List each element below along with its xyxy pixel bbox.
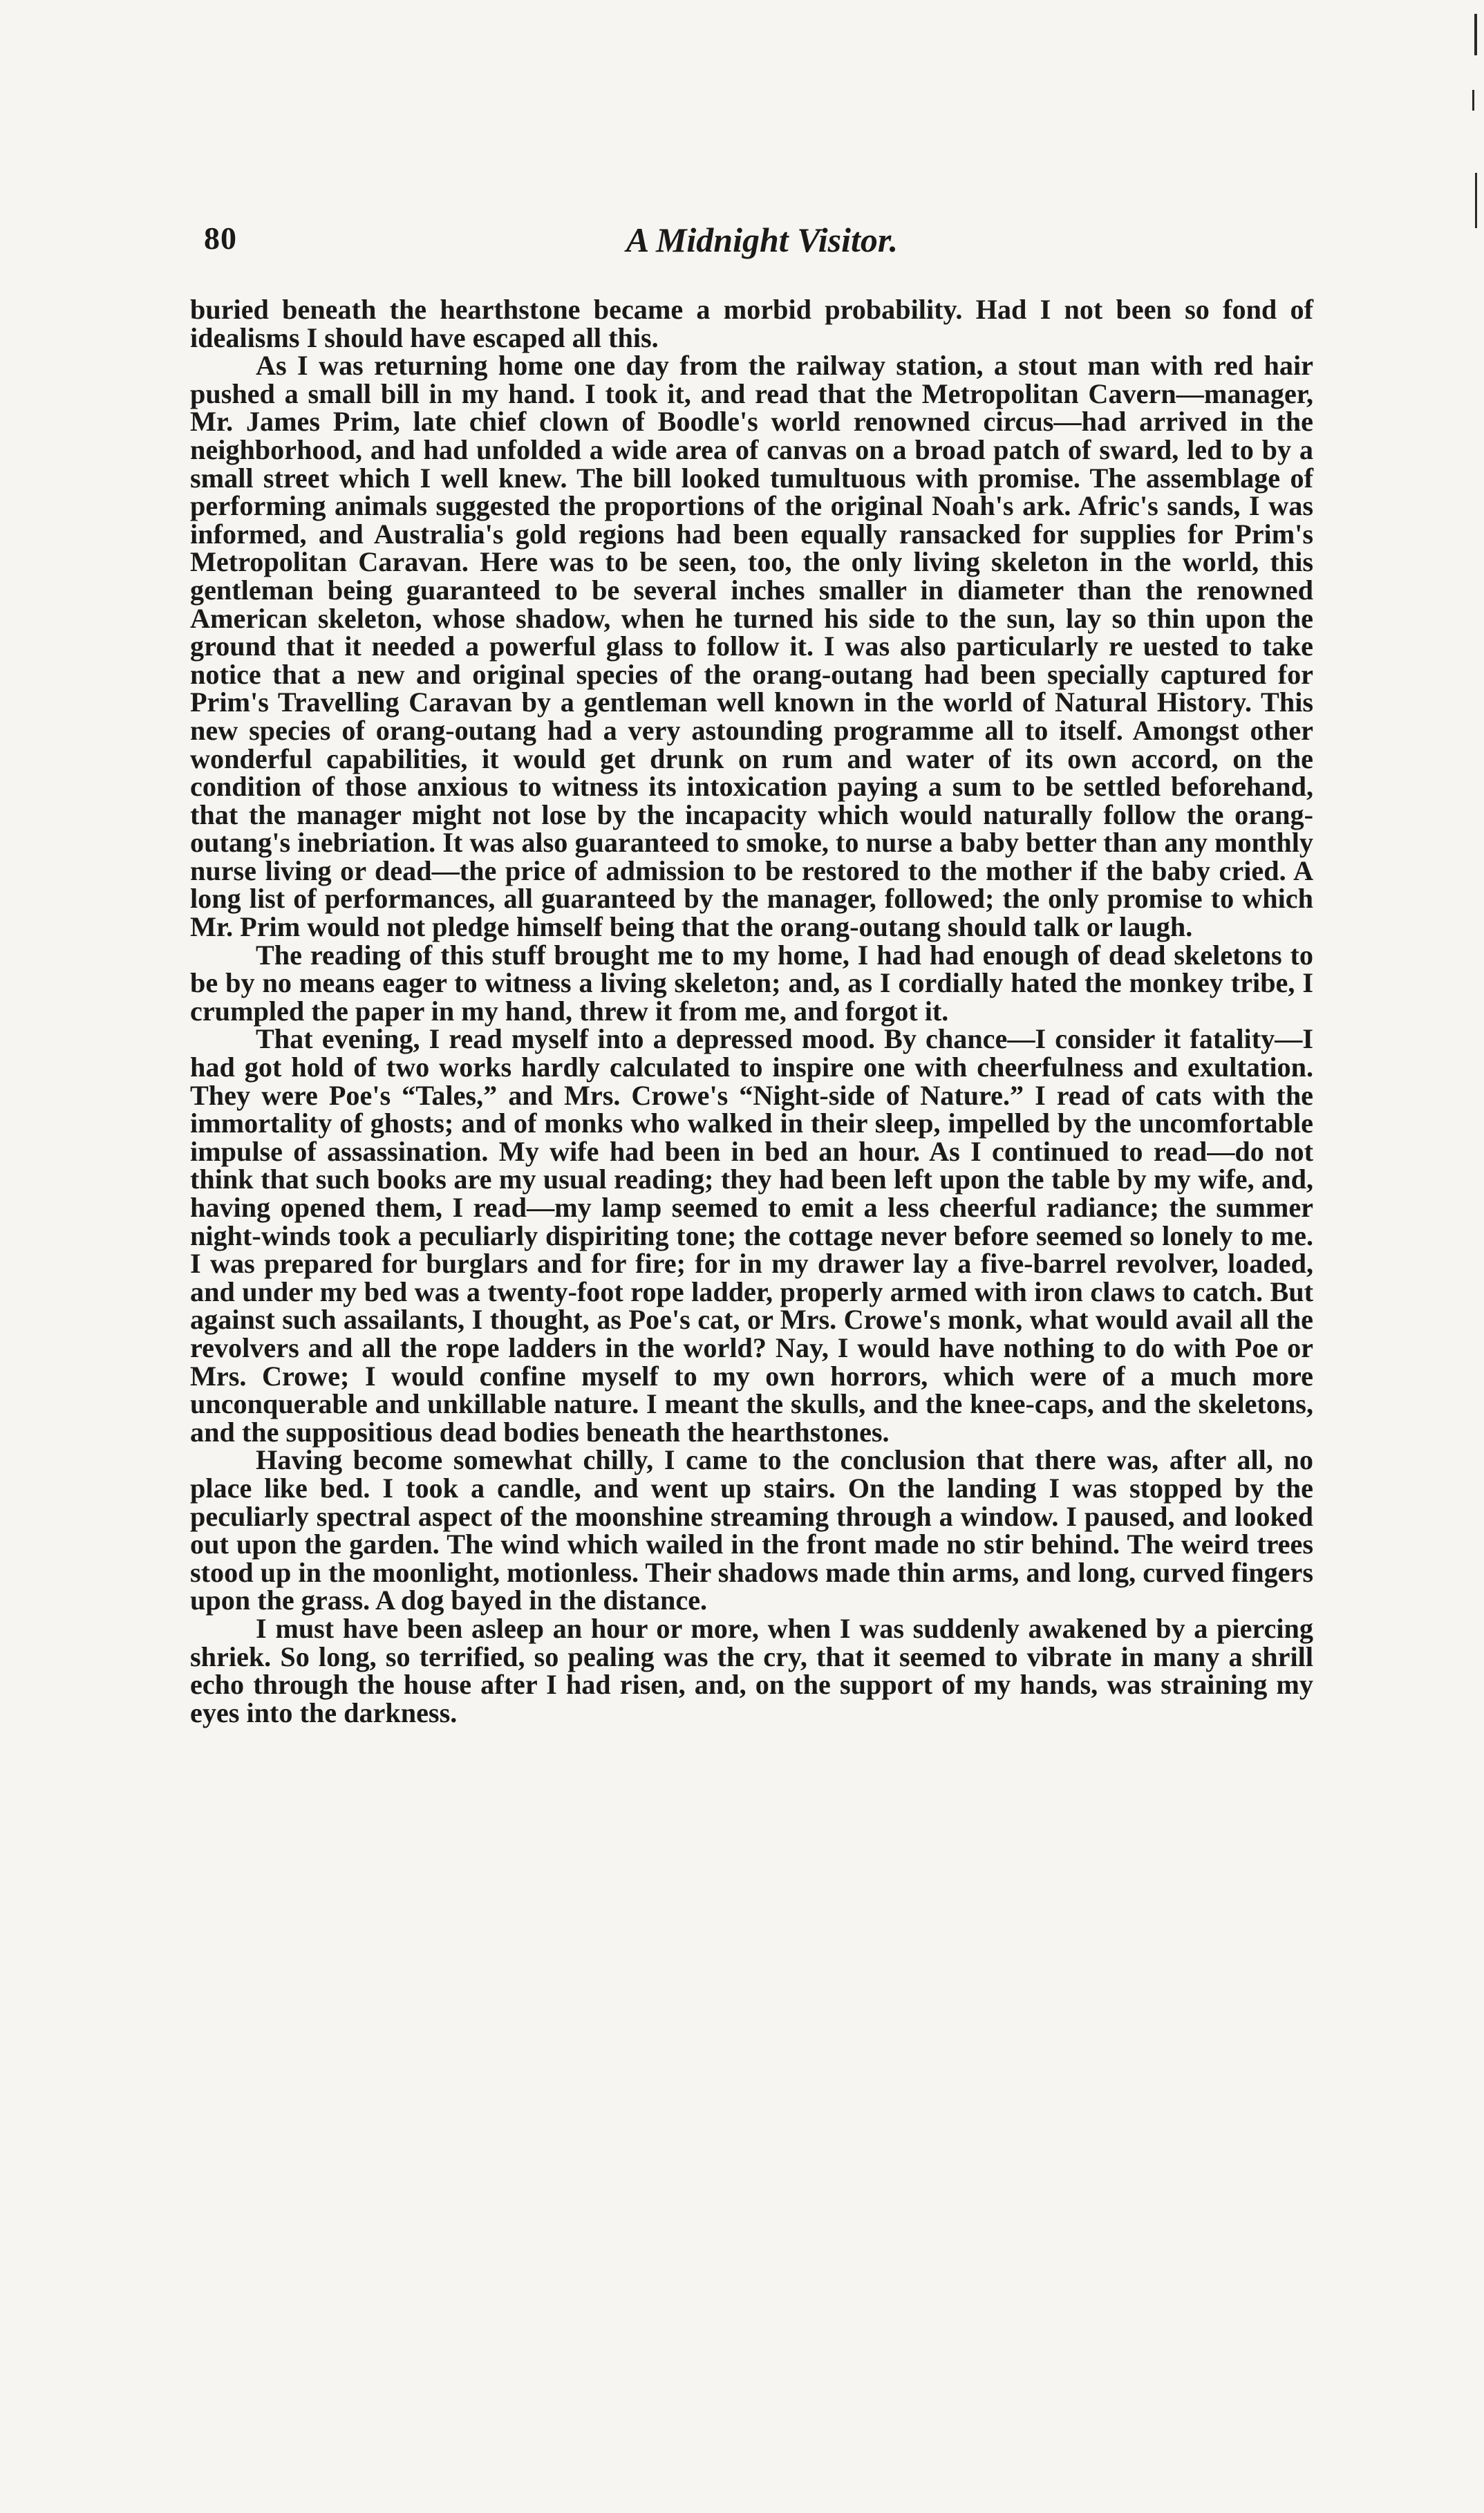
paragraph-handbill: As I was returning home one day from the railway station, a stout man with red hair pushed a small bill in my hand. I took it, and read that the Metropolitan Cavern—manager, Mr. James Prim, late chief clown of Boodle's world renowned circus—had arrived in the neighborhood, and had unfolded a wide area of canvas on a broad patch of sward, led to by a small street which I well knew. The bill looked tumultuous with promise. The assemblage of performing animals suggested the proportions of the original Noah's ark. Afric's sands, I was informed, and Australia's gold regions had been equally ransacked for supplies for Prim's Metropolitan Caravan. Here was to be seen, too, the only living skeleton in the world, this gentleman being guaranteed to be several inches smaller in diameter than the renowned American skeleton, whose shadow, when he turned his side to the sun, lay so thin upon the ground that it needed a powerful glass to follow it. I was also particularly re uested to take notice that a new and original species of the orang-outang had been specially captured for Prim's Travelling Caravan by a gentleman well known in the world of Natural History. This new species of orang-outang had a very astounding programme all to itself. Amongst other wonderful capabilities, it would get drunk on rum and water of its own accord, on the condition of those anxious to witness its intoxication paying a sum to be settled beforehand, that the manager might not lose by the incapacity which would naturally follow the orang-outang's inebriation. It was also guaranteed to smoke, to nurse a baby better than any monthly nurse living or dead—the price of admission to be restored to the mother if the baby cried. A long list of performances, all guaranteed by the manager, followed; the only promise to which Mr. Prim would not pledge himself being that the orang-outang should talk or laugh. — [190, 350, 1313, 943]
paragraph-evening-reading: That evening, I read myself into a depressed mood. By chance—I consider it fatality—I had got hold of two works hardly calculated to inspire one with cheerfulness and exultation. They were Poe's “Tales,” and Mrs. Crowe's “Night-side of Nature.” I read of cats with the immortality of ghosts; and of monks who walked in their sleep, impelled by the uncomfortable impulse of assassination. My wife had been in bed an hour. As I continued to read—do not think that such books are my usual reading; they had been left upon the table by my wife, and, having opened them, I read—my lamp seemed to emit a less cheerful radiance; the summer night-winds took a peculiarly dispiriting tone; the cottage never before seemed so lonely to me. I was prepared for burglars and for fire; for in my drawer lay a five-barrel revolver, loaded, and under my bed was a twenty-foot rope ladder, properly armed with iron claws to catch. But against such assailants, I thought, as Poe's cat, or Mrs. Crowe's monk, what would avail all the revolvers and all the rope ladders in the world? Nay, I would have nothing to do with Poe or Mrs. Crowe; I would confine myself to my own horrors, which were of a much more unconquerable and unkillable nature. I meant the skulls, and the knee-caps, and the skeletons, and the suppositious dead bodies beneath the hearthstones. — [190, 1023, 1313, 1448]
scan-edge-mark — [1472, 90, 1474, 111]
paragraph-continued: buried beneath the hearthstone became a morbid probability. Had I not been so fond of idealisms I should have escaped all this. — [190, 294, 1313, 353]
paragraph-landing: Having become somewhat chilly, I came to the conclusion that there was, after all, no place like bed. I took a candle, and went up stairs. On the landing I was stopped by the peculiarly spectral aspect of the moonshine streaming through a window. I paused, and looked out upon the garden. The wind which wailed in the front made no stir behind. The weird trees stood up in the moonlight, motionless. Their shadows made thin arms, and long, curved fingers upon the grass. A dog bayed in the distance. — [190, 1444, 1313, 1616]
body-text — [190, 296, 1313, 1727]
scan-edge-mark — [1475, 173, 1477, 228]
page-number: 80 — [204, 221, 237, 256]
running-title: A Midnight Visitor. — [626, 221, 899, 259]
page-header — [204, 220, 1320, 268]
paragraph-shriek: I must have been asleep an hour or more, when I was suddenly awakened by a piercing shriek. So long, so terrified, so pealing was the cry, that it seemed to vibrate in many a shrill echo through the house after I had risen, and, on the support of my hands, was straining my eyes into the darkness. — [190, 1612, 1313, 1728]
scan-edge-mark — [1474, 14, 1477, 55]
paragraph-home: The reading of this stuff brought me to my home, I had had enough of dead skeletons to be by no means eager to witness a living skeleton; and, as I cordially hated the monkey tribe, I crumpled the paper in my hand, threw it from me, and forgot it. — [190, 939, 1313, 1027]
